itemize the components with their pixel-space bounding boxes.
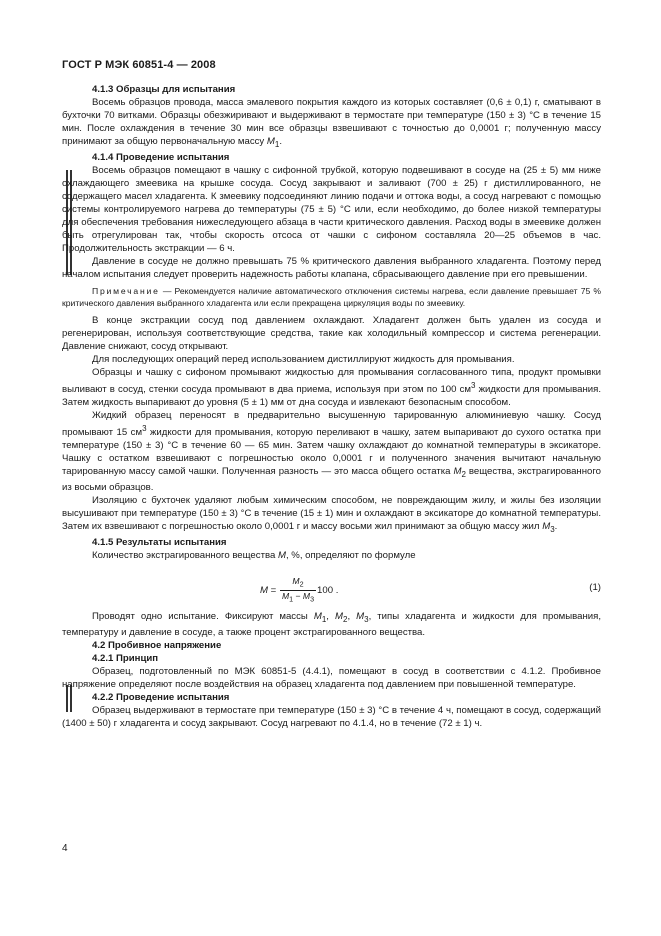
paragraph: Жидкий образец переносят в предварительно высушенную тарированную алюминиевую чашку. Сосуд промывают 15 $см^3$ жидкости для промывания, которую переливают в чашку, затем выпаривают до сухого остатка при температуре (150 ± 3) °С в течение 60 — 65 мин. Затем чашку охлаждают до комнатной температуры в эксикаторе. Чашку с остатком взвешивают с погрешностью около 0,0001 г и полученного значения вычитают начальную тарированную массу самой чашки. Полученная разность — это масса общего остатка $M_2$ вещества, экстрагированного из восьми образцов. (62, 410, 601, 494)
formula-expression: M = $\frac{M_2}{M_1 - M_3}$ 100 . (260, 576, 339, 604)
paragraph: Изоляцию с бухточек удаляют любым химическим способом, не повреждающим жилу, и жилы без изоляции высушивают при температуре (150 ± 3) °С в течение (15 ± 1) мин и охлаждают в эксикаторе до комнатной температуры. Затем их взвешивают с погрешностью около 0,0001 г и массу восьми жил принимают за общую массу жил $M_3$. (62, 495, 601, 535)
formula (62, 572, 601, 602)
section-heading-4-1-4: 4.1.4 Проведение испытания (92, 151, 230, 163)
paragraph: Образцы и чашку с сифоном промывают жидкостью для промывания согласованного типа, продукт промывки выливают в сосуд, стенки сосуда промывают в два приема, используя при этом по 100 $см^3$ жидкости для промывания. Затем жидкость выпаривают до уровня (5 ± 1) мм от дна сосуда и извлекают безопасным способом. (62, 366, 601, 409)
section-heading-4-2-1: 4.2.1 Принцип (92, 653, 159, 664)
paragraph: В конце экстракции сосуд под давлением охлаждают. Хладагент должен быть удален из сосуда и регенерирован, используя соответствующие средства, такие как холодильный компрессор и система регенерации. Давление снижают, сосуд открывают. (62, 314, 601, 352)
note: Примечание — Рекомендуется наличие автоматического отключения системы нагрева, если давление превышает 75 % критического давления выбранного хладагента или если прекращена циркуляция воды по змеевику. (62, 285, 601, 308)
paragraph: Восемь образцов помещают в чашку с сифонной трубкой, которую подвешивают в сосуде на (25 ± 5) мм ниже охлаждающего змеевика на крышке сосуда. Сосуд закрывают и заливают (700 ± 25) г дистиллированного, не содержащего масел хладагента. К змеевику подсоединяют линию подачи и оттока воды, а сосуд нагревают с помощью системы контролируемого нагрева до температуры (75 ± 5) °С или, если необходимо, до более низкой температуры для обеспечения требования нижеследующего абзаца в части критического давления. Расход воды в змеевике должен быть отрегулирован так, чтобы скорость отсоса от чашки с сифоном составляла 20—25 объемов в час. Продолжительность экстракции — 6 ч. (62, 164, 601, 254)
paragraph: Для последующих операций перед использованием дистиллируют жидкость для промывания. (92, 353, 515, 365)
paragraph: Образец выдерживают в термостате при температуре (150 ± 3) °С в течение 4 ч, помещают в сосуд, содержащий (1400 ± 50) г хладагента и сосуд закрывают. Сосуд нагревают по 4.1.4, но в течение (72 ± 1) ч. (62, 705, 601, 729)
formula-fraction: $\frac{M_2}{M_1 - M_3}$ (281, 576, 315, 604)
paragraph: Количество экстрагированного вещества M, %, определяют по формуле (92, 550, 416, 562)
paragraph: Восемь образцов провода, масса эмалевого покрытия каждого из которых составляет (0,6 ± 0,1) г, сматывают в бухточки 70 витками. Образцы обезжиривают и выдерживают в термостате при температуре (150 ± 3) °С в течение 15 мин. После охлаждения в течение 30 мин все образцы взвешивают с точностью до 0,0001 г; полученную массу принимают за общую первоначальную массу $M_1$. (62, 97, 601, 149)
paragraph: Проводят одно испытание. Фиксируют массы $M_1$, $M_2$, $M_3$, типы хладагента и жидкости для промывания, температуру и давление в сосуде, а также процент экстрагированного вещества. (62, 611, 601, 638)
section-heading-4-2: 4.2 Пробивное напряжение (92, 640, 222, 651)
paragraph: Образец, подготовленный по МЭК 60851-5 (4.4.1), помещают в сосуд в соответствии с 4.1.2. Пробивное напряжение определяют после воздействия на образец хладагента под давлением при повышенной температуре. (62, 666, 601, 690)
section-heading-4-2-2: 4.2.2 Проведение испытания (92, 692, 230, 703)
document-header: ГОСТ Р МЭК 60851-4 — 2008 (62, 59, 216, 71)
section-heading-4-1-3: 4.1.3 Образцы для испытания (92, 84, 236, 95)
page-number: 4 (62, 843, 68, 854)
document-body (62, 83, 601, 730)
paragraph: Давление в сосуде не должно превышать 75 % критического давления выбранного хладагента. Поэтому перед началом испытания следует проверить надежность работы клапана, сбрасывающего давление при его превышении. (62, 255, 601, 280)
note-label: Примечание (92, 285, 160, 296)
section-heading-4-1-5: 4.1.5 Результаты испытания (92, 537, 227, 549)
formula-number: (1) (589, 582, 601, 594)
